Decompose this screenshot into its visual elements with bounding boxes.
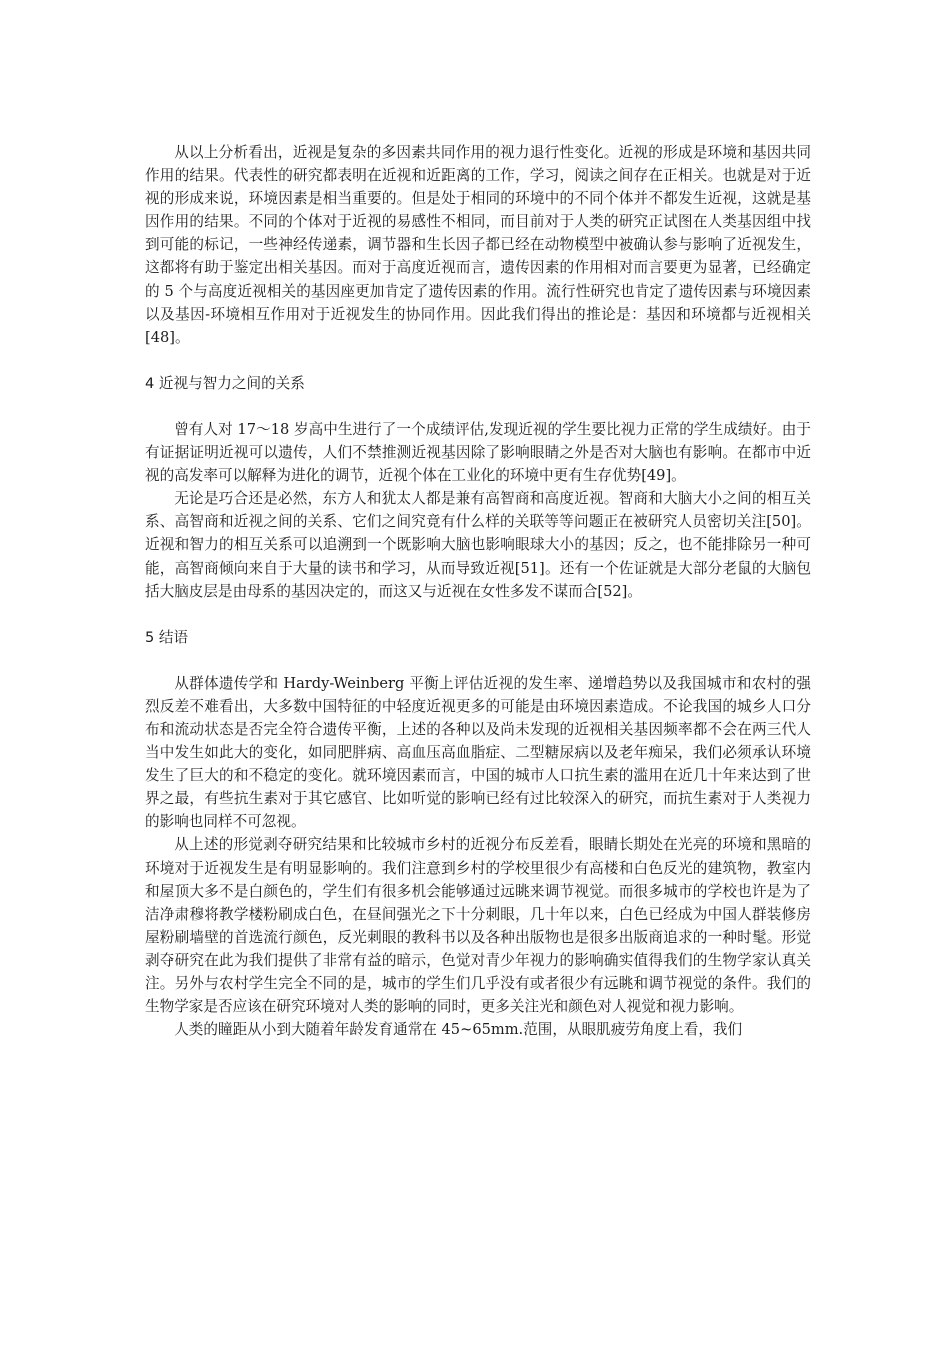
paragraph-form-deprivation: 从上述的形觉剥夺研究结果和比较城市乡村的近视分布反差看，眼睛长期处在光亮的环境和黑暗的环境对于近视发生是有明显影响的。我们注意到乡村的学校里很少有高楼和白色反光的建筑物，教室内和屋顶大多不是白颜色的，学生们有很多机会能够通过远眺来调节视觉。而很多城市的学校也许是为了洁净肃穆将教学楼粉刷成白色，在昼间强光之下十分刺眼，几十年以来，白色已经成为中国人群装修房屋粉刷墙壁的首选流行颜色，反光刺眼的教科书以及各种出版物也是很多出版商追求的一种时髦。形觉剥夺研究在此为我们提供了非常有益的暗示，色觉对青少年视力的影响确实值得我们的生物学家认真关注。另外与农村学生完全不同的是，城市的学生们几乎没有或者很少有远眺和调节视觉的条件。我们的生物学家是否应该在研究环境对人类的影响的同时，更多关注光和颜色对人视觉和视力影响。 xyxy=(145,836,811,1016)
spacer xyxy=(145,349,811,372)
document-page xyxy=(145,141,811,1041)
spacer xyxy=(145,395,811,418)
paragraph-grade-assessment: 曾有人对 17～18 岁高中生进行了一个成绩评估,发现近视的学生要比视力正常的学生成绩好。由于有证据证明近视可以遗传，人们不禁推测近视基因除了影响眼睛之外是否对大脑也有影响。在都市中近视的高发率可以解释为进化的调节，近视个体在工业化的环境中更有生存优势[49]。 xyxy=(145,420,811,485)
paragraph-iq-myopia-relation: 无论是巧合还是必然，东方人和犹太人都是兼有高智商和高度近视。智商和大脑大小之间的相互关系、高智商和近视之间的关系、它们之间究竟有什么样的关联等等问题正在被研究人员密切关注[50]。 近视和智力的相互关系可以追溯到一个既影响大脑也影响眼球大小的基因；反之，也不能排除另一种可能，高智商倾向来自于大量的读书和学习，从而导致近视[51]。还有一个佐证就是大部分老鼠的大脑包括大脑皮层是由母系的基因决定的，而这又与近视在女性多发不谋而合[52]。 xyxy=(145,490,811,600)
paragraph-analysis-summary: 从以上分析看出，近视是复杂的多因素共同作用的视力退行性变化。近视的形成是环境和基因共同作用的结果。代表性的研究都表明在近视和近距离的工作，学习，阅读之间存在正相关。也就是对于近视的形成来说，环境因素是相当重要的。但是处于相同的环境中的不同个体并不都发生近视，这就是基因作用的结果。不同的个体对于近视的易感性不相同，而目前对于人类的研究正试图在人类基因组中找到可能的标记，一些神经传递素，调节器和生长因子都已经在动物模型中被确认参与影响了近视发生，这都将有助于鉴定出相关基因。而对于高度近视而言，遗传因素的作用相对而言要更为显著，已经确定的 5 个与高度近视相关的基因座更加肯定了遗传因素的作用。流行性研究也肯定了遗传因素与环境因素以及基因-环境相互作用对于近视发生的协同作用。因此我们得出的推论是：基因和环境都与近视相关[48]。 xyxy=(145,144,811,346)
section-heading-conclusion: 5 结语 xyxy=(145,628,189,646)
section-heading-myopia-intelligence: 4 近视与智力之间的关系 xyxy=(145,374,305,392)
paragraph-population-genetics: 从群体遗传学和 Hardy-Weinberg 平衡上评估近视的发生率、递增趋势以及我国城市和农村的强烈反差不难看出，大多数中国特征的中轻度近视更多的可能是由环境因素造成。不论我国的城乡人口分布和流动状态是否完全符合遗传平衡，上述的各种以及尚未发现的近视相关基因频率都不会在两三代人当中发生如此大的变化，如同肥胖病、高血压高血脂症、二型糖尿病以及老年痴呆，我们必须承认环境发生了巨大的和不稳定的变化。就环境因素而言，中国的城市人口抗生素的滥用在近几十年来达到了世界之最，有些抗生素对于其它感官、比如听觉的影响已经有过比较深入的研究，而抗生素对于人类视力的影响也同样不可忽视。 xyxy=(145,674,811,831)
spacer xyxy=(145,649,811,672)
paragraph-pupil-distance: 人类的瞳距从小到大随着年龄发育通常在 45~65mm.范围，从眼肌疲劳角度上看，我们 xyxy=(174,1021,743,1039)
spacer xyxy=(145,603,811,626)
